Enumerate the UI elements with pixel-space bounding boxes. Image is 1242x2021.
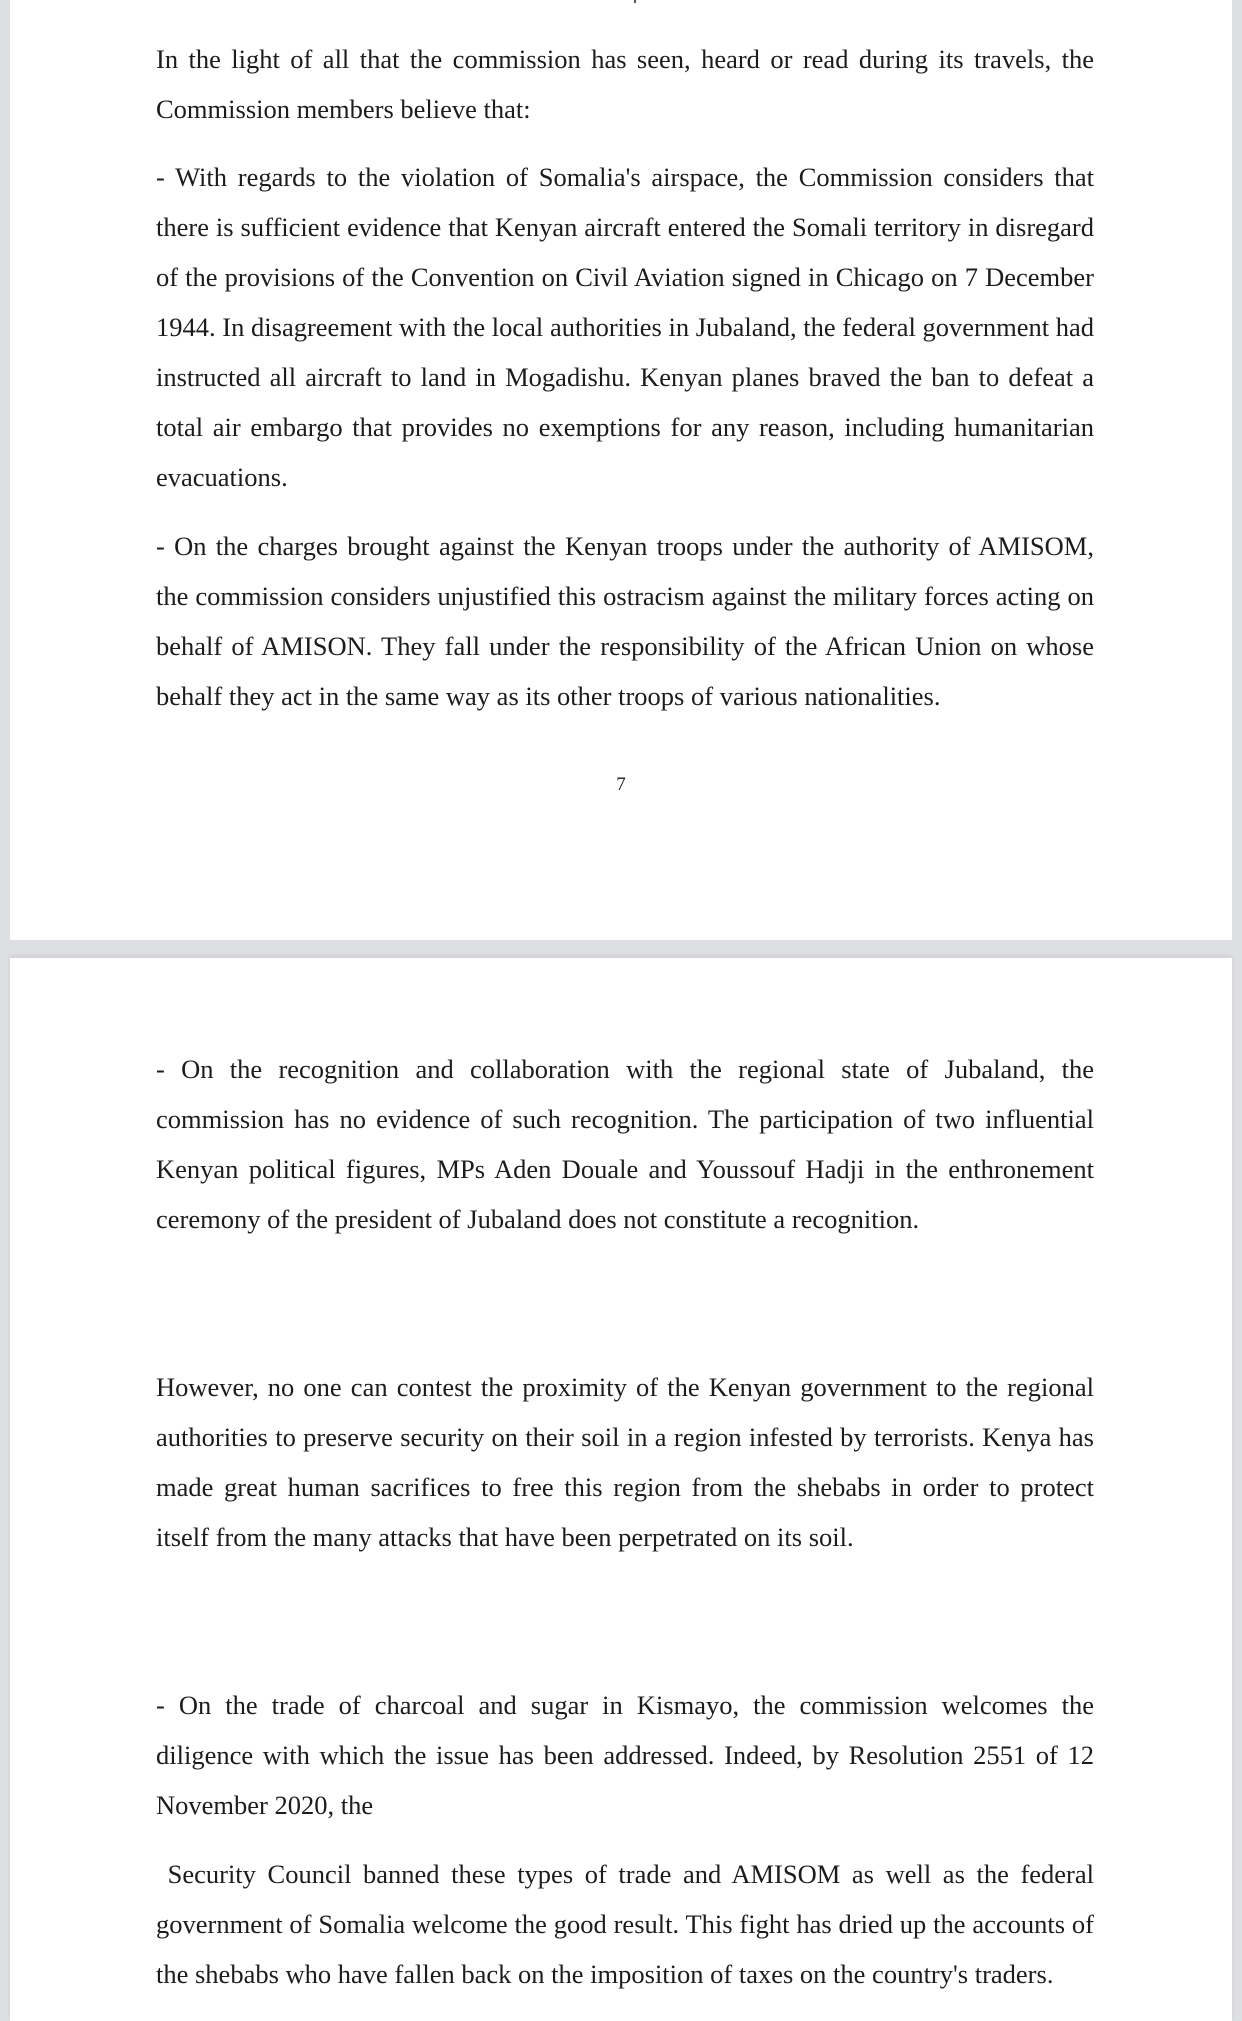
document-page-8	[10, 958, 1232, 2021]
paragraph-charcoal-trade: - On the trade of charcoal and sugar in Kismayo, the commission welcomes the diligence with which the issue has been addressed. Indeed, by Resolution 2551 of 12 November 2020, the	[156, 1690, 1094, 1820]
paragraph-kenyan-proximity: However, no one can contest the proximity of the Kenyan government to the regional authorities to preserve security on their soil in a region infested by terrorists. Kenya has made great human sacrifices to free this region from the shebabs in order to protect itself from the many attacks that have been perpetrated on its soil.	[156, 1372, 1094, 1552]
document-page-7	[10, 0, 1232, 940]
page-number: 7	[616, 774, 626, 795]
paragraph-airspace: - With regards to the violation of Somalia's airspace, the Commission considers that there is sufficient evidence that Kenyan aircraft entered the Somali territory in disregard of the provisions of the Convention on Civil Aviation signed in Chicago on 7 December 1944. In disagreement with the local authorities in Jubaland, the federal government had instructed all aircraft to land in Mogadishu. Kenyan planes braved the ban to defeat a total air embargo that provides no exemptions for any reason, including humanitarian evacuations.	[156, 162, 1094, 492]
previous-page-mark	[634, 0, 636, 3]
paragraph-security-council: Security Council banned these types of trade and AMISOM as well as the federal government of Somalia welcome the good result. This fight has dried up the accounts of the shebabs who have fallen back on the imposition of taxes on the country's traders.	[156, 1859, 1101, 1989]
paragraph-intro: In the light of all that the commission has seen, heard or read during its travels, the Commission members believe that:	[156, 44, 1094, 124]
paragraph-amisom-troops: - On the charges brought against the Kenyan troops under the authority of AMISOM, the commission considers unjustified this ostracism against the military forces acting on behalf of AMISON. They fall under the responsibility of the African Union on whose behalf they act in the same way as its other troops of various nationalities.	[156, 531, 1094, 711]
paragraph-jubaland-recognition: - On the recognition and collaboration with the regional state of Jubaland, the commission has no evidence of such recognition. The participation of two influential Kenyan political figures, MPs Aden Douale and Youssouf Hadji in the enthronement ceremony of the president of Jubaland does not constitute a recognition.	[156, 1054, 1094, 1234]
